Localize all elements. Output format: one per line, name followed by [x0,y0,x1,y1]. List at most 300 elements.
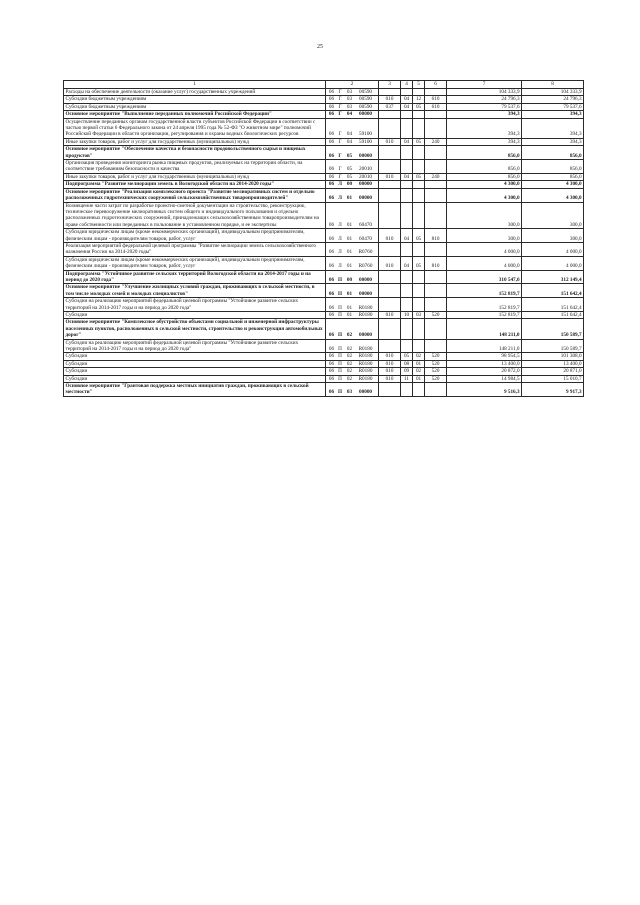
amount-year-2: 312 149,4 [522,270,584,284]
subsection-code: 01 [413,375,425,382]
section-code: 10 [401,312,413,319]
section-code: 04 [401,138,413,145]
expense-type-code [425,146,447,160]
section-code [401,89,413,96]
expense-type-code [425,339,447,353]
expense-type-code: 610 [425,103,447,110]
amount-year-1: 856,0 [447,173,522,180]
table-row [64,146,584,160]
expense-type-code: 240 [425,173,447,180]
target-code-subprogram: Г [336,89,345,96]
target-code-program: 06 [326,319,336,339]
target-code-program: 06 [326,160,336,174]
target-code-activity: 01 [345,298,355,312]
row-description: Расходы на обеспечение деятельности (оказание услуг) государственных учреждений [64,89,326,96]
ministry-code: 010 [379,312,401,319]
subsection-code [413,284,425,298]
table-row [64,173,584,180]
amount-year-2: 4 300,0 [522,181,584,188]
ministry-code [379,298,401,312]
row-description: Субсидии юридическим лицам (кроме некоммерческих организаций), индивидуальным предпринимателям, физическим лицам - производителям товаров, работ, услуг [64,256,326,270]
target-code-program: 06 [326,188,336,202]
target-code-activity: 00 [345,181,355,188]
target-code-activity: 01 [345,312,355,319]
column-header-7: 7 [447,81,522,89]
column-header-4: 4 [401,81,413,89]
amount-year-2: 151 642,4 [522,284,584,298]
section-code [401,298,413,312]
target-code-program: 06 [326,383,336,397]
target-code-direction: R0180 [355,339,379,353]
section-code: 08 [401,360,413,367]
amount-year-1: 4 300,0 [447,181,522,188]
subsection-code [413,242,425,256]
subsection-code [413,111,425,118]
amount-year-2: 856,0 [522,173,584,180]
subsection-code: 02 [413,368,425,375]
ministry-code [379,181,401,188]
subsection-code [413,319,425,339]
table-row [64,111,584,118]
target-code-direction: 00590 [355,96,379,103]
amount-year-2: 20 871,0 [522,368,584,375]
table-row [64,368,584,375]
target-code-activity: 01 [345,256,355,270]
row-description: Субсидии [64,312,326,319]
amount-year-2: 9 917,3 [522,383,584,397]
target-code-direction: R0760 [355,256,379,270]
row-description: Подпрограмма "Развитие мелиорации земель в Вологодской области на 2014-2020 годы" [64,181,326,188]
target-code-direction: 00590 [355,89,379,96]
column-header-1: 1 [64,81,326,89]
amount-year-2: 15 010,7 [522,375,584,382]
expense-type-code: 520 [425,368,447,375]
subsection-code: 05 [413,229,425,243]
target-code-activity: 01 [345,188,355,202]
expense-type-code: 240 [425,138,447,145]
target-code-direction: R0760 [355,242,379,256]
target-code-program: 06 [326,103,336,110]
section-code: 04 [401,96,413,103]
amount-year-1: 310 547,0 [447,270,522,284]
expense-type-code: 610 [425,96,447,103]
expense-type-code: 520 [425,375,447,382]
target-code-subprogram: П [336,375,345,382]
row-description: Подпрограмма "Устойчивое развитие сельских территорий Вологодской области на 2014-2017 годы и на период до 2020 года" [64,270,326,284]
target-code-direction: R0180 [355,368,379,375]
table-row [64,118,584,138]
row-description: Осуществление переданных органам государственной власти субъектов Российской Федерации в соответствии с частью первой статьи 6 Федерального закона от 24 апреля 1995 года № 52-ФЗ "О животном мире" полномочий Российской Федерации в области организации, регулирования и охраны водных биологических ресурсов [64,118,326,138]
amount-year-2: 4 000,0 [522,256,584,270]
amount-year-2: 150 589,7 [522,319,584,339]
expense-type-code: 810 [425,229,447,243]
target-code-direction: 00000 [355,270,379,284]
target-code-subprogram: Л [336,181,345,188]
amount-year-1: 4 000,0 [447,256,522,270]
amount-year-1: 98 954,5 [447,353,522,360]
amount-year-1: 152 819,7 [447,298,522,312]
target-code-subprogram: П [336,360,345,367]
subsection-code [413,270,425,284]
ministry-code [379,160,401,174]
target-code-subprogram: Г [336,173,345,180]
section-code [401,188,413,202]
table-row [64,242,584,256]
amount-year-2: 300,0 [522,202,584,229]
row-description: Основное мероприятие "Реализация комплексного проекта "Развитие мелиоративных систем и отдельно расположенных гидротехнических сооружений сельскохозяйственных товаропроизводителей" [64,188,326,202]
table-row [64,312,584,319]
section-code: 04 [401,256,413,270]
ministry-code [379,146,401,160]
row-description: Субсидии [64,353,326,360]
target-code-activity: 05 [345,173,355,180]
row-description: Возмещение части затрат по разработке проектно-сметной документации на строительство, реконструкцию, техническое перевооружение мелиоративных систем общего и индивидуального пользования и отдельно расположенных гидротехнических сооружений, принадлежащих сельскохозяйственным товаропроизводителям на праве собственности или переданных в пользование в установленном порядке, и ее экспертизы [64,202,326,229]
target-code-subprogram: П [336,353,345,360]
target-code-program: 06 [326,181,336,188]
ministry-code: 010 [379,360,401,367]
ministry-code [379,111,401,118]
row-description: Субсидии [64,368,326,375]
section-code [401,242,413,256]
table-row [64,103,584,110]
ministry-code [379,118,401,138]
target-code-program: 06 [326,118,336,138]
target-code-activity: 05 [345,146,355,160]
target-code-subprogram: Г [336,118,345,138]
expense-type-code [425,298,447,312]
target-code-program: 06 [326,173,336,180]
ministry-code [379,284,401,298]
target-code-direction: 59100 [355,138,379,145]
expense-type-code [425,202,447,229]
target-code-subprogram: Г [336,103,345,110]
section-code [401,111,413,118]
target-code-activity: 02 [345,319,355,339]
row-description: Иные закупки товаров, работ и услуг для государственных (муниципальных) нужд [64,173,326,180]
table-row [64,339,584,353]
target-code-direction: 00000 [355,111,379,118]
target-code-direction: R0180 [355,360,379,367]
ministry-code [379,242,401,256]
expense-type-code [425,270,447,284]
budget-table [63,80,584,397]
section-code: 09 [401,368,413,375]
target-code-activity: 04 [345,118,355,138]
ministry-code: 010 [379,368,401,375]
target-code-subprogram: Г [336,160,345,174]
section-code: 04 [401,103,413,110]
target-code-direction: R0180 [355,312,379,319]
target-code-subprogram: Л [336,242,345,256]
subsection-code: 05 [413,173,425,180]
section-code: 04 [401,173,413,180]
row-description: Основное мероприятие "Выполнение переданных полномочий Российской Федерации" [64,111,326,118]
target-code-activity: 03 [345,383,355,397]
target-code-program: 06 [326,146,336,160]
target-code-subprogram: Г [336,111,345,118]
row-description: Субсидии юридическим лицам (кроме некоммерческих организаций), индивидуальным предпринимателям, физическим лицам - производителям товаров, работ, услуг [64,229,326,243]
target-code-direction: 60470 [355,202,379,229]
amount-year-1: 394,3 [447,118,522,138]
table-row [64,360,584,367]
row-description: Основное мероприятие "Улучшение жилищных условий граждан, проживающих в сельской местности, в том числе молодых семей и молодых специалистов" [64,284,326,298]
ministry-code [379,202,401,229]
expense-type-code [425,319,447,339]
expense-type-code [425,89,447,96]
ministry-code: 010 [379,256,401,270]
subsection-code: 02 [413,353,425,360]
table-row [64,270,584,284]
section-code [401,202,413,229]
amount-year-1: 148 211,0 [447,319,522,339]
section-code [401,383,413,397]
amount-year-1: 300,0 [447,229,522,243]
amount-year-1: 104 333,9 [447,89,522,96]
target-code-program: 06 [326,339,336,353]
table-row [64,96,584,103]
target-code-direction: 00000 [355,284,379,298]
amount-year-1: 152 819,7 [447,284,522,298]
row-description: Реализация мероприятий федеральной целевой программы "Развитие мелиорации земель сельскохозяйственного назначения России на 2014-2020 годы" [64,242,326,256]
ministry-code [379,319,401,339]
row-description: Основное мероприятие "Комплексное обустройство объектами социальной и инженерной инфраструктуры населенных пунктов, расположенных в сельской местности, строительство и реконструкция автомобильных дорог" [64,319,326,339]
expense-type-code [425,284,447,298]
ministry-code: 010 [379,96,401,103]
target-code-activity: 05 [345,160,355,174]
amount-year-2: 101 308,0 [522,353,584,360]
target-code-activity: 02 [345,368,355,375]
amount-year-1: 20 872,0 [447,368,522,375]
subsection-code [413,118,425,138]
subsection-code [413,89,425,96]
target-code-direction: 00000 [355,146,379,160]
section-code [401,181,413,188]
target-code-direction: R0180 [355,298,379,312]
target-code-activity: 04 [345,138,355,145]
amount-year-1: 9 516,3 [447,383,522,397]
table-row [64,188,584,202]
subsection-code [413,188,425,202]
amount-year-1: 13 400,0 [447,360,522,367]
column-header-8: 8 [522,81,584,89]
amount-year-2: 4 300,0 [522,188,584,202]
table-row [64,319,584,339]
section-code [401,339,413,353]
target-code-activity: 01 [345,242,355,256]
ministry-code: 010 [379,375,401,382]
amount-year-2: 13 400,0 [522,360,584,367]
amount-year-1: 4 000,0 [447,242,522,256]
expense-type-code [425,383,447,397]
table-row [64,181,584,188]
subsection-code [413,146,425,160]
target-code-direction: R0180 [355,375,379,382]
target-code-direction: 00000 [355,181,379,188]
target-code-program: 06 [326,242,336,256]
row-description: Организация проведения мониторинга рынка пищевых продуктов, реализуемых на территории области, на соответствие требованиям безопасности и качества [64,160,326,174]
target-code-program: 06 [326,353,336,360]
expense-type-code [425,181,447,188]
target-code-program: 06 [326,256,336,270]
amount-year-2: 79 537,6 [522,103,584,110]
target-code-program: 06 [326,138,336,145]
ministry-code [379,339,401,353]
target-code-activity: 04 [345,111,355,118]
target-code-direction: R0180 [355,353,379,360]
row-description: Иные закупки товаров, работ и услуг для государственных (муниципальных) нужд [64,138,326,145]
subsection-code [413,181,425,188]
expense-type-code [425,160,447,174]
amount-year-2: 151 642,4 [522,312,584,319]
amount-year-2: 394,3 [522,111,584,118]
target-code-activity: 01 [345,202,355,229]
table-row [64,202,584,229]
target-code-activity: 02 [345,353,355,360]
amount-year-2: 394,3 [522,138,584,145]
column-header-5: 5 [413,81,425,89]
ministry-code: 037 [379,103,401,110]
target-code-direction: 60470 [355,229,379,243]
target-code-activity: 03 [345,89,355,96]
target-code-subprogram: Г [336,96,345,103]
subsection-code: 05 [413,256,425,270]
expense-type-code [425,188,447,202]
target-code-activity: 01 [345,284,355,298]
column-header-2: 2 [326,81,379,89]
target-code-program: 06 [326,89,336,96]
target-code-direction: 00590 [355,103,379,110]
table-row [64,375,584,382]
section-code: 05 [401,353,413,360]
amount-year-1: 300,0 [447,202,522,229]
ministry-code [379,383,401,397]
ministry-code [379,188,401,202]
amount-year-1: 856,0 [447,146,522,160]
subsection-code [413,160,425,174]
ministry-code: 010 [379,353,401,360]
subsection-code [413,383,425,397]
ministry-code: 010 [379,173,401,180]
target-code-subprogram: П [336,383,345,397]
subsection-code [413,339,425,353]
amount-year-2: 856,0 [522,146,584,160]
table-row [64,89,584,96]
target-code-program: 06 [326,229,336,243]
target-code-program: 06 [326,96,336,103]
target-code-direction: 00000 [355,188,379,202]
subsection-code: 05 [413,103,425,110]
expense-type-code [425,242,447,256]
amount-year-1: 79 537,6 [447,103,522,110]
table-row [64,138,584,145]
target-code-activity: 03 [345,96,355,103]
target-code-direction: 00000 [355,319,379,339]
amount-year-2: 4 000,0 [522,242,584,256]
target-code-subprogram: Л [336,202,345,229]
amount-year-1: 856,0 [447,160,522,174]
amount-year-2: 394,3 [522,118,584,138]
target-code-subprogram: П [336,284,345,298]
row-description: Субсидии [64,375,326,382]
table-row [64,256,584,270]
target-code-subprogram: П [336,339,345,353]
table-row [64,229,584,243]
table-row [64,353,584,360]
section-code [401,319,413,339]
ministry-code: 010 [379,138,401,145]
page-number: 25 [317,44,323,50]
target-code-subprogram: Л [336,256,345,270]
amount-year-2: 24 796,3 [522,96,584,103]
table-row [64,298,584,312]
target-code-subprogram: Л [336,229,345,243]
amount-year-2: 150 589,7 [522,339,584,353]
expense-type-code [425,111,447,118]
target-code-subprogram: Л [336,188,345,202]
section-code: 04 [401,229,413,243]
target-code-activity: 02 [345,375,355,382]
row-description: Субсидии на реализацию мероприятий федеральной целевой программы "Устойчивое развитие сельских территорий на 2014-2017 годы и на период до 2020 года" [64,339,326,353]
target-code-program: 06 [326,111,336,118]
column-header-6: 6 [425,81,447,89]
row-description: Субсидии бюджетным учреждениям [64,96,326,103]
target-code-direction: 59100 [355,118,379,138]
row-description: Основное мероприятие "Обеспечение качества и безопасности продовольственного сырья и пищевых продуктов" [64,146,326,160]
section-code [401,284,413,298]
ministry-code [379,270,401,284]
target-code-direction: 20010 [355,160,379,174]
target-code-program: 06 [326,360,336,367]
section-code [401,146,413,160]
expense-type-code: 520 [425,360,447,367]
amount-year-1: 394,3 [447,138,522,145]
target-code-program: 06 [326,202,336,229]
expense-type-code: 520 [425,353,447,360]
table-row [64,160,584,174]
amount-year-1: 394,3 [447,111,522,118]
target-code-program: 06 [326,375,336,382]
target-code-activity: 01 [345,229,355,243]
target-code-direction: 00000 [355,383,379,397]
amount-year-2: 300,0 [522,229,584,243]
expense-type-code: 810 [425,256,447,270]
amount-year-2: 856,0 [522,160,584,174]
subsection-code [413,202,425,229]
target-code-program: 06 [326,368,336,375]
target-code-program: 06 [326,312,336,319]
target-code-activity: 00 [345,270,355,284]
section-code [401,118,413,138]
amount-year-2: 151 642,4 [522,298,584,312]
target-code-direction: 20010 [355,173,379,180]
row-description: Субсидии бюджетным учреждениям [64,103,326,110]
target-code-subprogram: П [336,368,345,375]
ministry-code: 010 [379,229,401,243]
target-code-subprogram: П [336,270,345,284]
target-code-program: 06 [326,284,336,298]
section-code [401,270,413,284]
target-code-subprogram: П [336,298,345,312]
subsection-code [413,298,425,312]
ministry-code [379,89,401,96]
target-code-activity: 03 [345,103,355,110]
subsection-code: 05 [413,138,425,145]
target-code-subprogram: П [336,312,345,319]
target-code-program: 06 [326,270,336,284]
table-header-row [64,81,584,89]
subsection-code: 01 [413,360,425,367]
section-code [401,160,413,174]
